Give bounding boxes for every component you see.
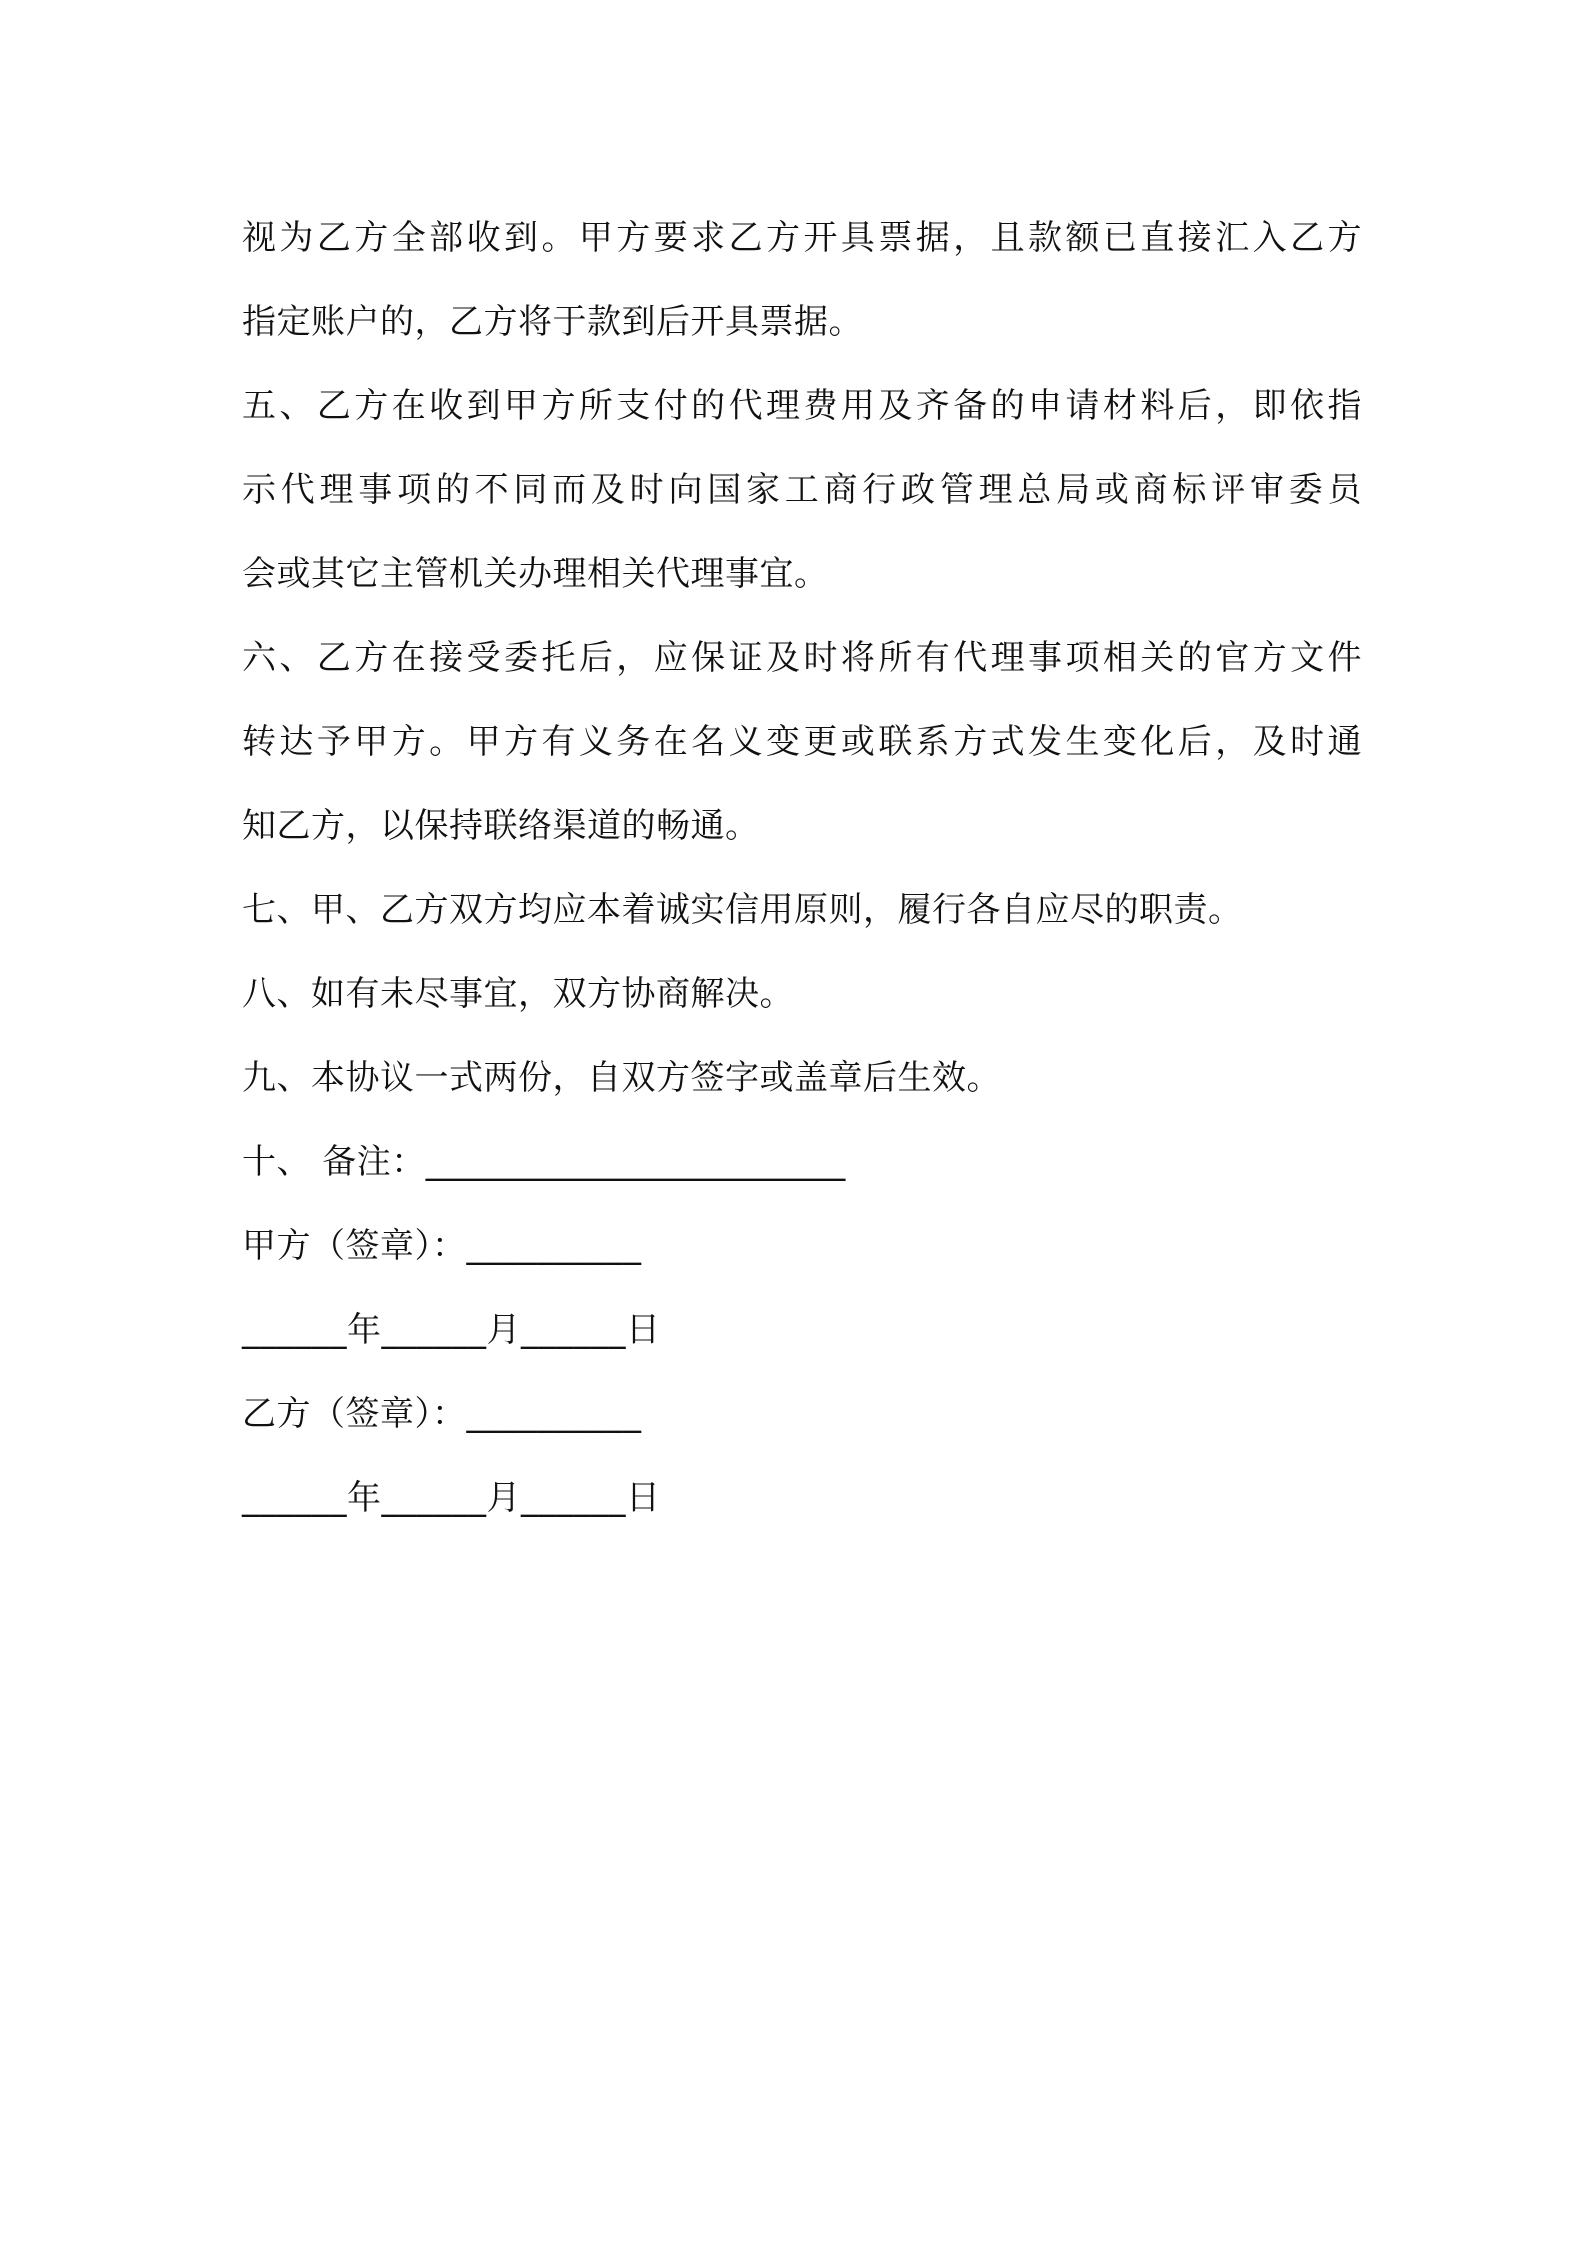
clause-six-line: 知乙方，以保持联络渠道的畅通。: [242, 806, 760, 846]
clause-five-line: 示代理事项的不同而及时向国家工商行政管理总局或商标评审委员: [242, 470, 1362, 510]
clause-nine: 九、本协议一式两份，自双方签字或盖章后生效。: [242, 1058, 1001, 1098]
party-b-signature: 乙方（签章）：__________: [242, 1394, 642, 1434]
clause-eight: 八、如有未尽事宜，双方协商解决。: [242, 974, 794, 1014]
clause-seven: 七、甲、乙方双方均应本着诚实信用原则，履行各自应尽的职责。: [242, 890, 1243, 930]
clause-five-line: 五、乙方在收到甲方所支付的代理费用及齐备的申请材料后，即依指: [242, 386, 1362, 426]
document-body: [242, 196, 1362, 1540]
paragraph-line: 指定账户的，乙方将于款到后开具票据。: [242, 302, 863, 342]
paragraph-line: 视为乙方全部收到。甲方要求乙方开具票据，且款额已直接汇入乙方: [242, 218, 1362, 258]
party-a-date: ______年______月______日: [242, 1310, 661, 1350]
clause-five-line: 会或其它主管机关办理相关代理事宜。: [242, 554, 829, 594]
clause-six-line: 转达予甲方。甲方有义务在名义变更或联系方式发生变化后，及时通: [242, 722, 1362, 762]
party-b-date: ______年______月______日: [242, 1478, 661, 1518]
clause-ten-remarks: 十、 备注：________________________: [242, 1142, 846, 1182]
clause-six-line: 六、乙方在接受委托后，应保证及时将所有代理事项相关的官方文件: [242, 638, 1362, 678]
party-a-signature: 甲方（签章）：__________: [242, 1226, 642, 1266]
